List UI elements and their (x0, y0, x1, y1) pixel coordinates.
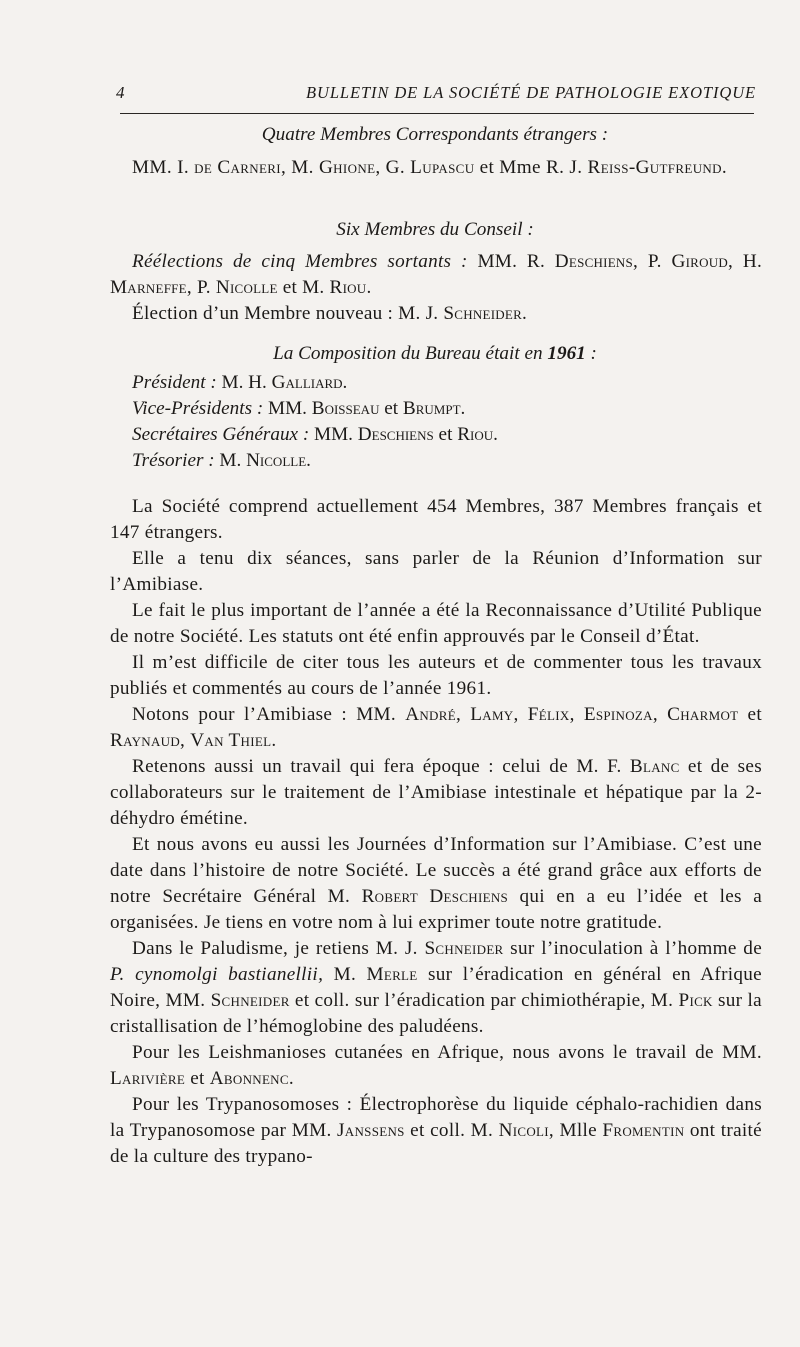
bureau-section (110, 341, 760, 367)
body-text (110, 494, 762, 1170)
page-number: 4 (116, 83, 125, 102)
running-header (116, 78, 756, 102)
election-text: Élection d’un Membre nouveau : M. J. Schneider. (132, 303, 528, 324)
paragraph-leishmanioses: Pour les Leishmanioses cutanées en Afrique, nous avons le travail de MM. Larivière et Abonnenc. (110, 1042, 762, 1089)
running-title: BULLETIN DE LA SOCIÉTÉ DE PATHOLOGIE EXOTIQUE (306, 83, 756, 102)
paragraph-seances: Elle a tenu dix séances, sans parler de la Réunion d’Information sur l’Amibiase. (110, 548, 762, 595)
paragraph-utilite-publique: Le fait le plus important de l’année a été la Reconnaissance d’Utilité Publique de notre Société. Les statuts ont été enfin approuvés par le Conseil d’État. (110, 600, 762, 647)
conseil-heading: Six Membres du Conseil : (336, 219, 534, 240)
conseil-section (110, 217, 760, 243)
paragraph-amibiase: Notons pour l’Amibiase : MM. André, Lamy, Félix, Espinoza, Charmot et Raynaud, Van Thiel. (110, 704, 762, 751)
correspondants-names: MM. I. de Carneri, M. Ghione, G. Lupascu et Mme R. J. Reiss-Gutfreund. (132, 157, 728, 178)
tresorier-line: Trésorier : M. Nicolle. (132, 450, 311, 471)
header-rule (120, 113, 754, 114)
president-line: Président : M. H. Galliard. (132, 372, 348, 393)
correspondants-section (110, 122, 760, 148)
paragraph-membres: La Société comprend actuellement 454 Membres, 387 Membres français et 147 étrangers. (110, 496, 762, 543)
reelection-text: Réélections de cinq Membres sortants : MM. R. Deschiens, P. Giroud, H. Marneffe, P. Nicolle et M. Riou. (110, 251, 763, 298)
paragraph-travaux: Il m’est difficile de citer tous les auteurs et de commenter tous les travaux publiés et commentés au cours de l’année 1961. (110, 652, 762, 699)
bureau-list (110, 370, 760, 474)
vice-presidents-line: Vice-Présidents : MM. Boisseau et Brumpt. (132, 398, 466, 419)
correspondants-heading: Quatre Membres Correspondants étrangers : (261, 124, 609, 145)
paragraph-journees: Et nous avons eu aussi les Journées d’Information sur l’Amibiase. C’est une date dans l’histoire de notre Société. Le succès a été grand grâce aux efforts de notre Secrétaire Général M. Robert Deschiens qui en a eu l’idée et les a organisées. Je tiens en votre nom à lui exprimer toute notre gratitude. (110, 834, 763, 933)
conseil-reelection (110, 249, 762, 327)
bureau-heading: La Composition du Bureau était en 1961 : (273, 343, 597, 364)
secretaires-line: Secrétaires Généraux : MM. Deschiens et Riou. (132, 424, 498, 445)
paragraph-trypanosomoses: Pour les Trypanosomoses : Électrophorèse du liquide céphalo-rachidien dans la Trypanosomose par MM. Janssens et coll. M. Nicoli, Mlle Fromentin ont traité de la culture des trypano- (110, 1094, 762, 1167)
paragraph-blanc: Retenons aussi un travail qui fera époque : celui de M. F. Blanc et de ses collaborateurs sur le traitement de l’Amibiase intestinale et hépatique par la 2-déhydro émétine. (110, 756, 762, 829)
paragraph-paludisme: Dans le Paludisme, je retiens M. J. Schneider sur l’inoculation à l’homme de P. cynomolgi bastianellii, M. Merle sur l’éradication en général en Afrique Noire, MM. Schneider et coll. sur l’éradication par chimiothérapie, M. Pick sur la cristallisation de l’hémoglobine des paludéens. (110, 938, 763, 1037)
correspondants-list (110, 155, 763, 181)
